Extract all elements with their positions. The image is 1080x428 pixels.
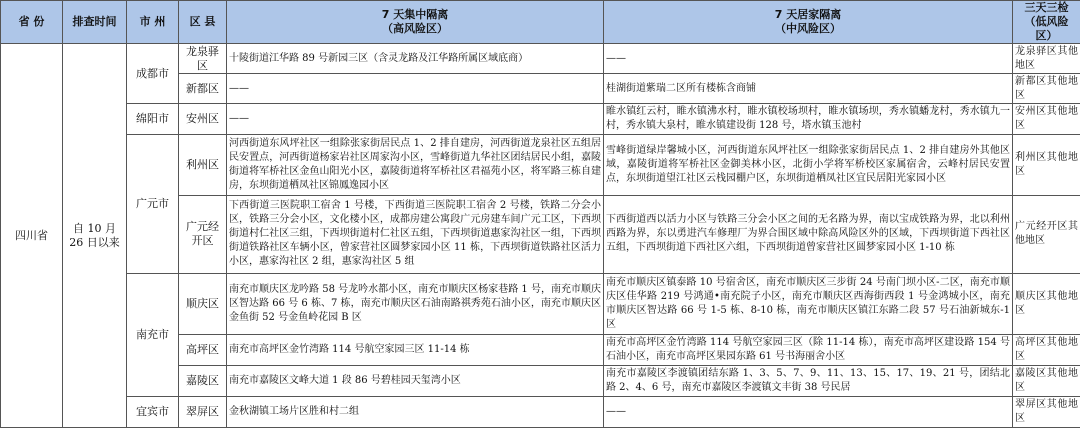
header-low-risk-title: 三天三检 [1024, 1, 1069, 14]
low-risk-cell: 高坪区其他地区 [1013, 334, 1080, 365]
high-risk-cell: 南充市嘉陵区文峰大道 1 段 86 号碧桂园天玺湾小区 [227, 365, 604, 396]
header-row [1, 1, 1080, 44]
city-guangyuan: 广元市 [127, 135, 179, 274]
table-row [1, 396, 1080, 427]
city-mianyang: 绵阳市 [127, 104, 179, 135]
high-risk-cell: 河西街道东风坪社区一组除张家街居民点 1、2 排自建房，河西街道龙泉社区五组居民安置点，河西街道杨家岩社区周家沟小区，雪峰街道九华社区团结居民小组，嘉陵街道将军桥社区金鱼山阳光小区，嘉陵街道将军桥社区君福苑小区，将军路三栋自建房，东坝街道栖凤社区锦鳳逸园小区 [227, 135, 604, 196]
high-risk-cell: —— [227, 104, 604, 135]
province-cell: 四川省 [1, 44, 63, 428]
header-high-risk-sub: （高风险区） [382, 22, 448, 35]
header-city: 市 州 [127, 1, 179, 44]
header-high-risk-title: 7 天集中隔离 [381, 8, 449, 21]
header-low-risk-sub: （低风险 [1024, 15, 1069, 28]
table-row [1, 44, 1080, 74]
header-low-risk [1013, 1, 1080, 44]
low-risk-cell: 翠屏区其他地区 [1013, 396, 1080, 427]
high-risk-cell: 金秋湖镇工场片区胜和村二组 [227, 396, 604, 427]
header-mid-risk-sub: （中风险区） [775, 22, 841, 35]
district-cell: 安州区 [179, 104, 227, 135]
mid-risk-cell: —— [604, 44, 1013, 74]
table-row [1, 104, 1080, 135]
mid-risk-cell: —— [604, 396, 1013, 427]
high-risk-cell: 南充市顺庆区龙吟路 58 号龙吟水都小区，南充市顺庆区杨家巷路 1 号，南充市顺庆区智达路 66 号 6 栋、7 栋，南充市顺庆区石油南路祺秀苑石油小区，南充市顺庆区金鱼街 52 号金鱼岭花园 B 区 [227, 273, 604, 334]
mid-risk-cell: 雪峰街道绿岸馨城小区，河西街道东风坪社区一组除张家街居民点 1、2 排自建房外其他区域，嘉陵街道将军桥社区金御美林小区，北街小学将军桥校区家属宿舍，云峰村居民安置点，东坝街道望江社区云栈园棚户区，东坝街道栖凤社区宜民居阳光家园小区 [604, 135, 1013, 196]
header-district: 区 县 [179, 1, 227, 44]
header-low-risk-sub2: 区） [1035, 29, 1058, 42]
district-cell: 龙泉驿区 [179, 44, 227, 74]
low-risk-cell: 顺庆区其他地区 [1013, 273, 1080, 334]
city-yibin: 宜宾市 [127, 396, 179, 427]
low-risk-cell: 广元经开区其他地区 [1013, 196, 1080, 274]
header-high-risk [227, 1, 604, 44]
mid-risk-cell: 南充市高坪区金竹湾路 114 号航空家园三区（除 11-14 栋），南充市高坪区建设路 154 号石油小区，南充市高坪区果园东路 61 号书海丽舍小区 [604, 334, 1013, 365]
high-risk-cell: 南充市高坪区金竹湾路 114 号航空家园三区 11-14 栋 [227, 334, 604, 365]
low-risk-cell: 新都区其他地区 [1013, 74, 1080, 104]
district-cell: 嘉陵区 [179, 365, 227, 396]
city-chengdu: 成都市 [127, 44, 179, 104]
check-time-cell: 自 10 月 26 日以来 [63, 44, 127, 428]
district-cell: 顺庆区 [179, 273, 227, 334]
header-mid-risk [604, 1, 1013, 44]
low-risk-cell: 安州区其他地区 [1013, 104, 1080, 135]
low-risk-cell: 利州区其他地区 [1013, 135, 1080, 196]
mid-risk-cell: 南充市嘉陵区李渡镇团结东路 1、3、5、7、9、11、13、15、17、19、21 号，团结北路 2、4、6 号，南充市嘉陵区李渡镇文丰街 38 号民居 [604, 365, 1013, 396]
header-mid-risk-title: 7 天居家隔离 [774, 8, 842, 21]
city-nanchong: 南充市 [127, 273, 179, 396]
low-risk-cell: 龙泉驿区其他地区 [1013, 44, 1080, 74]
district-cell: 高坪区 [179, 334, 227, 365]
high-risk-cell: 十陵街道江华路 89 号新园三区（含灵龙路及江华路所属区域底商） [227, 44, 604, 74]
header-check-time: 排查时间 [63, 1, 127, 44]
district-cell: 新都区 [179, 74, 227, 104]
table-row [1, 135, 1080, 196]
district-cell: 利州区 [179, 135, 227, 196]
header-province: 省 份 [1, 1, 63, 44]
mid-risk-cell: 南充市顺庆区镇泰路 10 号宿舍区，南充市顺庆区三步街 24 号南门坝小区-二区，南充市顺庆区佳华路 219 号鸿通•南充院子小区，南充市顺庆区西海街西段 1 号金鸿城小区，南充市顺庆区智达路 66 号 1-5 栋、8-10 栋，南充市顺庆区镇江东路二段 57 号石油新城东-1 区 [604, 273, 1013, 334]
high-risk-cell: —— [227, 74, 604, 104]
mid-risk-cell: 睢水镇红云村，睢水镇沸水村，睢水镇校场坝村，睢水镇场坝，秀水镇蟠龙村，秀水镇九一村，秀水镇大泉村，睢水镇建设街 128 号，塔水镇玉池村 [604, 104, 1013, 135]
district-cell: 广元经开区 [179, 196, 227, 274]
low-risk-cell: 嘉陵区其他地区 [1013, 365, 1080, 396]
table-row [1, 273, 1080, 334]
mid-risk-cell: 桂湖街道紫瑞二区所有楼栋含商铺 [604, 74, 1013, 104]
mid-risk-cell: 下西街道西以活力小区与铁路三分会小区之间的无名路为界，南以宝成铁路为界，北以利州西路为界，东以勇进汽车修理厂为界合围区域中除高风险区外的区域，下西坝街道下西社区五组，下西坝街道下西社区六组，下西坝街道曾家营社区圆梦家园小区 1-10 栋 [604, 196, 1013, 274]
district-cell: 翠屏区 [179, 396, 227, 427]
high-risk-cell: 下西街道三医院职工宿舍 1 号楼，下西街道三医院职工宿舍 2 号楼，铁路二分会小区，铁路三分会小区，文化楼小区，成都房建公寓段广元房建车间广元工区，下西坝街道村仁社区三组，下西坝街道村仁社区五组，下西坝街道惠家沟社区一组，下西坝街道铁路社区车辆小区，曾家营社区圆梦家园小区 11 栋，下西坝街道铁路社区活力小区，惠家沟社区 2 组，惠家沟社区 5 组 [227, 196, 604, 274]
